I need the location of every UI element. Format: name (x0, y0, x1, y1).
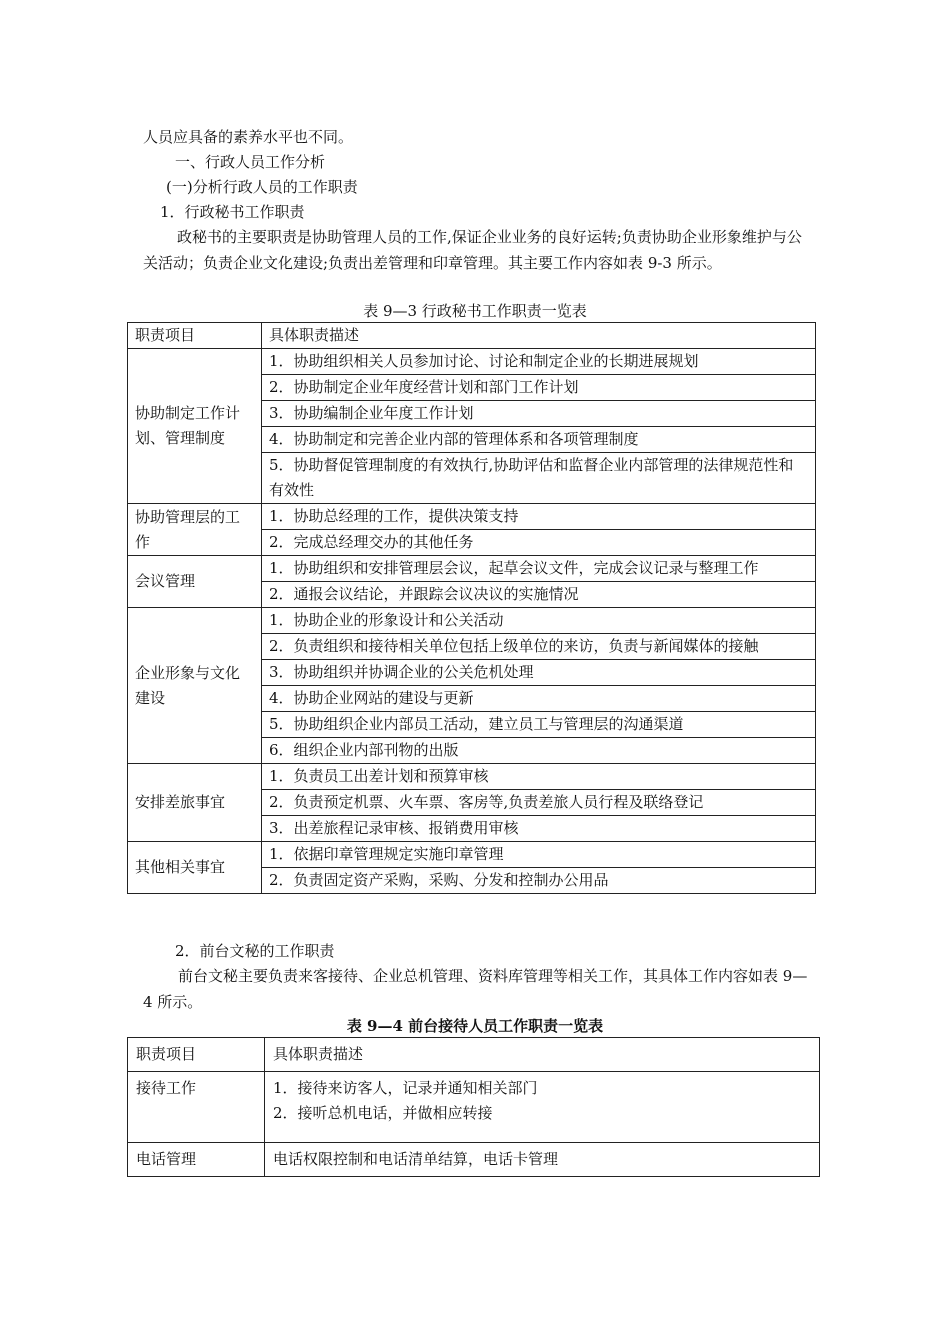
duty-cell: 2．通报会议结论，并跟踪会议决议的实施情况 (262, 582, 816, 608)
table-row (128, 504, 816, 530)
duty-cell: 3．出差旅程记录审核、报销费用审核 (262, 816, 816, 842)
section-heading: 一、行政人员工作分析 (175, 153, 326, 171)
duty-cell (265, 1072, 820, 1143)
category-cell: 电话管理 (128, 1143, 265, 1177)
table-row (128, 842, 816, 868)
paragraph-2: 前台文秘主要负责来客接待、企业总机管理、资料库管理等相关工作，其具体工作内容如表 9—4 所示。 (143, 967, 808, 1011)
category-cell: 协助制定工作计划、管理制度 (128, 349, 262, 504)
category-cell: 接待工作 (128, 1072, 265, 1143)
table-row (128, 349, 816, 375)
responsibility-table-2 (127, 1037, 820, 1177)
duty-cell: 3．协助编制企业年度工作计划 (262, 401, 816, 427)
duty-cell: 1．协助组织和安排管理层会议，起草会议文件，完成会议记录与整理工作 (262, 556, 816, 582)
duty-cell: 1．负责员工出差计划和预算审核 (262, 764, 816, 790)
category-cell: 协助管理层的工作 (128, 504, 262, 556)
item-heading-1: 1．行政秘书工作职责 (160, 203, 305, 221)
intro-line: 人员应具备的素养水平也不同。 (143, 128, 354, 146)
duty-cell: 6．组织企业内部刊物的出版 (262, 738, 816, 764)
table-row (128, 556, 816, 582)
duty-cell: 2．负责组织和接待相关单位包括上级单位的来访，负责与新闻媒体的接触 (262, 634, 816, 660)
table-caption-1: 表 9—3 行政秘书工作职责一览表 (363, 302, 587, 320)
category-cell: 其他相关事宜 (128, 842, 262, 894)
duty-line: 电话权限控制和电话清单结算，电话卡管理 (273, 1150, 559, 1168)
subsection-heading: (一)分析行政人员的工作职责 (166, 178, 358, 196)
table-row (128, 1143, 820, 1177)
category-cell: 安排差旅事宜 (128, 764, 262, 842)
table-row (128, 1072, 820, 1143)
duty-cell: 2．协助制定企业年度经营计划和部门工作计划 (262, 375, 816, 401)
category-cell: 企业形象与文化建设 (128, 608, 262, 764)
duty-cell (265, 1143, 820, 1177)
duty-line: 2．接听总机电话，并做相应转接 (273, 1104, 493, 1122)
table-header-row (128, 323, 816, 349)
header-cell: 具体职责描述 (265, 1038, 820, 1072)
duty-cell: 1．依据印章管理规定实施印章管理 (262, 842, 816, 868)
duty-cell: 4．协助企业网站的建设与更新 (262, 686, 816, 712)
duty-cell: 1．协助组织相关人员参加讨论、讨论和制定企业的长期进展规划 (262, 349, 816, 375)
header-cell: 具体职责描述 (262, 323, 816, 349)
duty-cell: 2．负责预定机票、火车票、客房等,负责差旅人员行程及联络登记 (262, 790, 816, 816)
item-heading-2: 2．前台文秘的工作职责 (175, 942, 335, 960)
duty-line: 1．接待来访客人，记录并通知相关部门 (273, 1079, 538, 1097)
paragraph-1: 政秘书的主要职责是协助管理人员的工作,保证企业业务的良好运转;负责协助企业形象维护与公关活动；负责企业文化建设;负责出差管理和印章管理。其主要工作内容如表 9-3 所示。 (143, 228, 802, 272)
table-caption-2: 表 9—4 前台接待人员工作职责一览表 (346, 1017, 604, 1035)
duty-cell: 5．协助督促管理制度的有效执行,协助评估和监督企业内部管理的法律规范性和有效性 (262, 453, 816, 504)
responsibility-table-1 (127, 322, 816, 894)
duty-cell: 1．协助总经理的工作，提供决策支持 (262, 504, 816, 530)
duty-cell: 1．协助企业的形象设计和公关活动 (262, 608, 816, 634)
header-cell: 职责项目 (128, 323, 262, 349)
duty-cell: 4．协助制定和完善企业内部的管理体系和各项管理制度 (262, 427, 816, 453)
duty-cell: 3．协助组织并协调企业的公关危机处理 (262, 660, 816, 686)
table-header-row (128, 1038, 820, 1072)
duty-cell: 5．协助组织企业内部员工活动，建立员工与管理层的沟通渠道 (262, 712, 816, 738)
table-row (128, 608, 816, 634)
header-cell: 职责项目 (128, 1038, 265, 1072)
category-cell: 会议管理 (128, 556, 262, 608)
duty-cell: 2．负责固定资产采购，采购、分发和控制办公用品 (262, 868, 816, 894)
table-row (128, 764, 816, 790)
duty-cell: 2．完成总经理交办的其他任务 (262, 530, 816, 556)
